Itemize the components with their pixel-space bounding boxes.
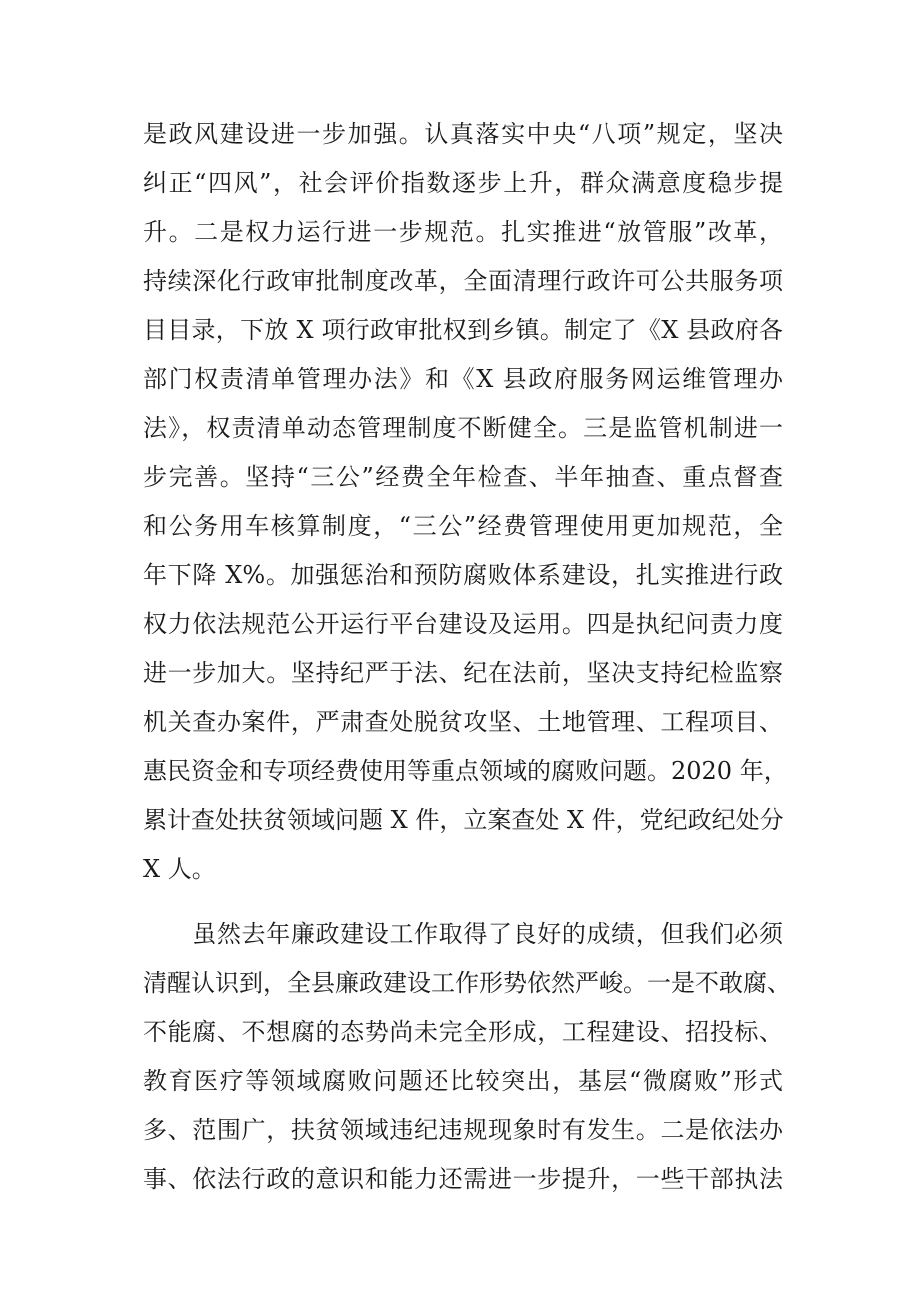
text-line: 步完善。坚持“三公”经费全年检查、半年抽查、重点督查 — [143, 463, 783, 491]
text-line: 机关查办案件，严肃查处脱贫攻坚、土地管理、工程项目、 — [143, 708, 783, 736]
paragraph-gap — [143, 894, 783, 910]
text-line: 纠正“四风”，社会评价指数逐步上升，群众满意度稳步提 — [143, 169, 783, 197]
text-line: 不能腐、不想腐的态势尚未完全形成，工程建设、招投标、 — [143, 1018, 783, 1046]
text-line: 升。二是权力运行进一步规范。扎实推进“放管服”改革， — [143, 218, 783, 246]
document-body — [143, 110, 791, 1204]
text-line: 进一步加大。坚持纪严于法、纪在法前，坚决支持纪检监察 — [143, 659, 783, 687]
text-line: 清醒认识到，全县廉政建设工作形势依然严峻。一是不敢腐、 — [143, 969, 791, 997]
text-line: 目目录，下放 X 项行政审批权到乡镇。制定了《X 县政府各 — [143, 316, 783, 344]
text-line: 累计查处扶贫领域问题 X 件，立案查处 X 件，党纪政纪处分 — [143, 806, 784, 834]
text-line: 法》，权责清单动态管理制度不断健全。三是监管机制进一 — [143, 414, 783, 442]
text-line: 和公务用车核算制度，“三公”经费管理使用更加规范，全 — [143, 512, 783, 540]
text-line: 权力依法规范公开运行平台建设及运用。四是执纪问责力度 — [143, 610, 783, 638]
text-line: 事、依法行政的意识和能力还需进一步提升，一些干部执法 — [143, 1165, 783, 1193]
text-line: 虽然去年廉政建设工作取得了良好的成绩，但我们必须 — [143, 920, 783, 948]
text-line: 惠民资金和专项经费使用等重点领域的腐败问题。2020 年， — [143, 757, 788, 785]
text-line: 是政风建设进一步加强。认真落实中央“八项”规定，坚决 — [143, 120, 783, 148]
paragraph-2 — [143, 910, 791, 1204]
text-line: 部门权责清单管理办法》和《X 县政府服务网运维管理办 — [143, 365, 783, 393]
paragraph-1 — [143, 110, 788, 894]
text-line: 持续深化行政审批制度改革，全面清理行政许可公共服务项 — [143, 267, 783, 295]
text-line: 年下降 X%。加强惩治和预防腐败体系建设，扎实推进行政 — [143, 561, 783, 589]
text-line: 多、范围广，扶贫领域违纪违规现象时有发生。二是依法办 — [143, 1116, 783, 1144]
text-line: 教育医疗等领域腐败问题还比较突出，基层“微腐败”形式 — [143, 1067, 783, 1095]
text-line: X 人。 — [143, 855, 216, 883]
